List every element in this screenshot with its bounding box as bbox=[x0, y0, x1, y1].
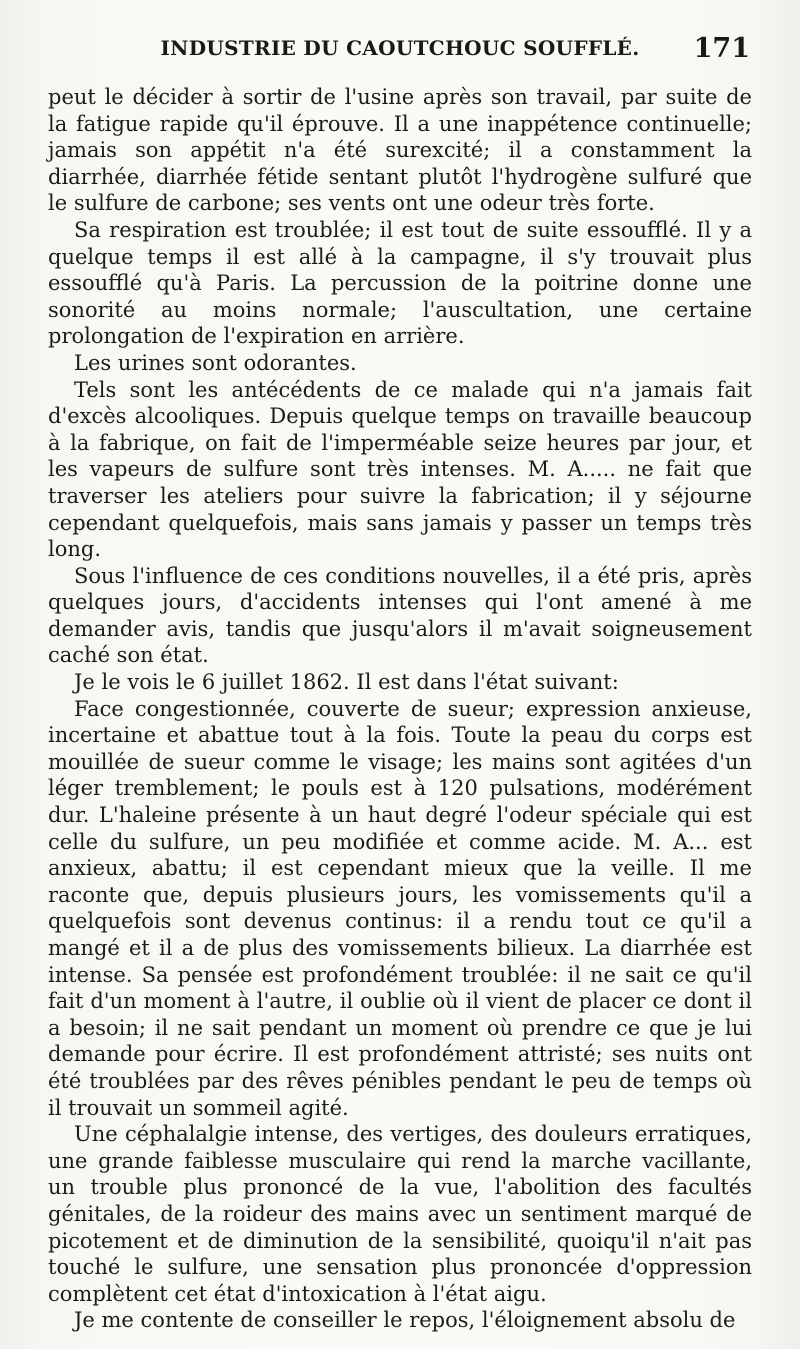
paragraph: Une céphalalgie intense, des vertiges, des douleurs erratiques, une grande faiblesse musculaire qui rend la marche vacillante, un trouble plus prononcé de la vue, l'abolition des facultés génitales, de la roideur des mains avec un sentiment marqué de picotement et de diminution de la sensibilité, quoiqu'il n'ait pas touché le sulfure, une sensation plus prononcée d'oppression complètent cet état d'intoxication à l'état aigu. bbox=[48, 1122, 752, 1306]
running-title: INDUSTRIE DU CAOUTCHOUC SOUFFLÉ. bbox=[160, 36, 640, 60]
paragraph: Les urines sont odorantes. bbox=[74, 350, 357, 375]
paragraph: Je me contente de conseiller le repos, l'éloignement absolu de bbox=[74, 1308, 736, 1333]
paragraph: peut le décider à sortir de l'usine après son travail, par suite de la fatigue rapide qu'il éprouve. Il a une inappétence continuelle; jamais son appétit n'a été surexcité; il a constamment la diarrhée, diarrhée fétide sentant plutôt l'hydrogène sulfuré que le sulfure de carbone; ses vents ont une odeur très forte. bbox=[48, 85, 752, 216]
page-number: 171 bbox=[693, 33, 750, 64]
page-header bbox=[48, 33, 752, 72]
paragraph: Tels sont les antécédents de ce malade qui n'a jamais fait d'excès alcooliques. Depuis quelque temps on travaille beaucoup à la fabrique, on fait de l'imperméable seize heures par jour, et les vapeurs de sulfure sont très intenses. M. A..... ne fait que traverser les ateliers pour suivre la fabrication; il y séjourne cependant quelquefois, mais sans jamais y passer un temps très long. bbox=[48, 377, 752, 562]
body-text bbox=[48, 84, 752, 1334]
paragraph: Je le vois le 6 juillet 1862. Il est dans l'état suivant: bbox=[74, 670, 619, 695]
paragraph: Sous l'influence de ces conditions nouvelles, il a été pris, après quelques jours, d'accidents intenses qui l'ont amené à me demander avis, tandis que jusqu'alors il m'avait soigneusement caché son état. bbox=[48, 563, 752, 668]
paragraph: Face congestionnée, couverte de sueur; expression anxieuse, incertaine et abattue tout à la fois. Toute la peau du corps est mouillée de sueur comme le visage; les mains sont agitées d'un léger tremblement; le pouls est à 120 pulsations, modérément dur. L'haleine présente à un haut degré l'odeur spéciale qui est celle du sulfure, un peu modifiée et comme acide. M. A... est anxieux, abattu; il est cependant mieux que la veille. Il me raconte que, depuis plusieurs jours, les vomissements qu'il a quelquefois sont devenus continus: il a rendu tout ce qu'il a mangé et il a de plus des vomissements bilieux. La diarrhée est intense. Sa pensée est profondément troublée: il ne sait ce qu'il fait d'un moment à l'autre, il oublie où il vient de placer ce dont il a besoin; il ne sait pendant un moment où prendre ce que je lui demande pour écrire. Il est profondément attristé; ses nuits ont été troublées par des rêves pénibles pendant le peu de temps où il trouvait un sommeil agité. bbox=[48, 696, 752, 1120]
paragraph: Sa respiration est troublée; il est tout de suite essoufflé. Il y a quelque temps il est allé à la campagne, il s'y trouvait plus essoufflé qu'à Paris. La percussion de la poitrine donne une sonorité au moins normale; l'auscultation, une certaine prolongation de l'expiration en arrière. bbox=[48, 217, 752, 349]
